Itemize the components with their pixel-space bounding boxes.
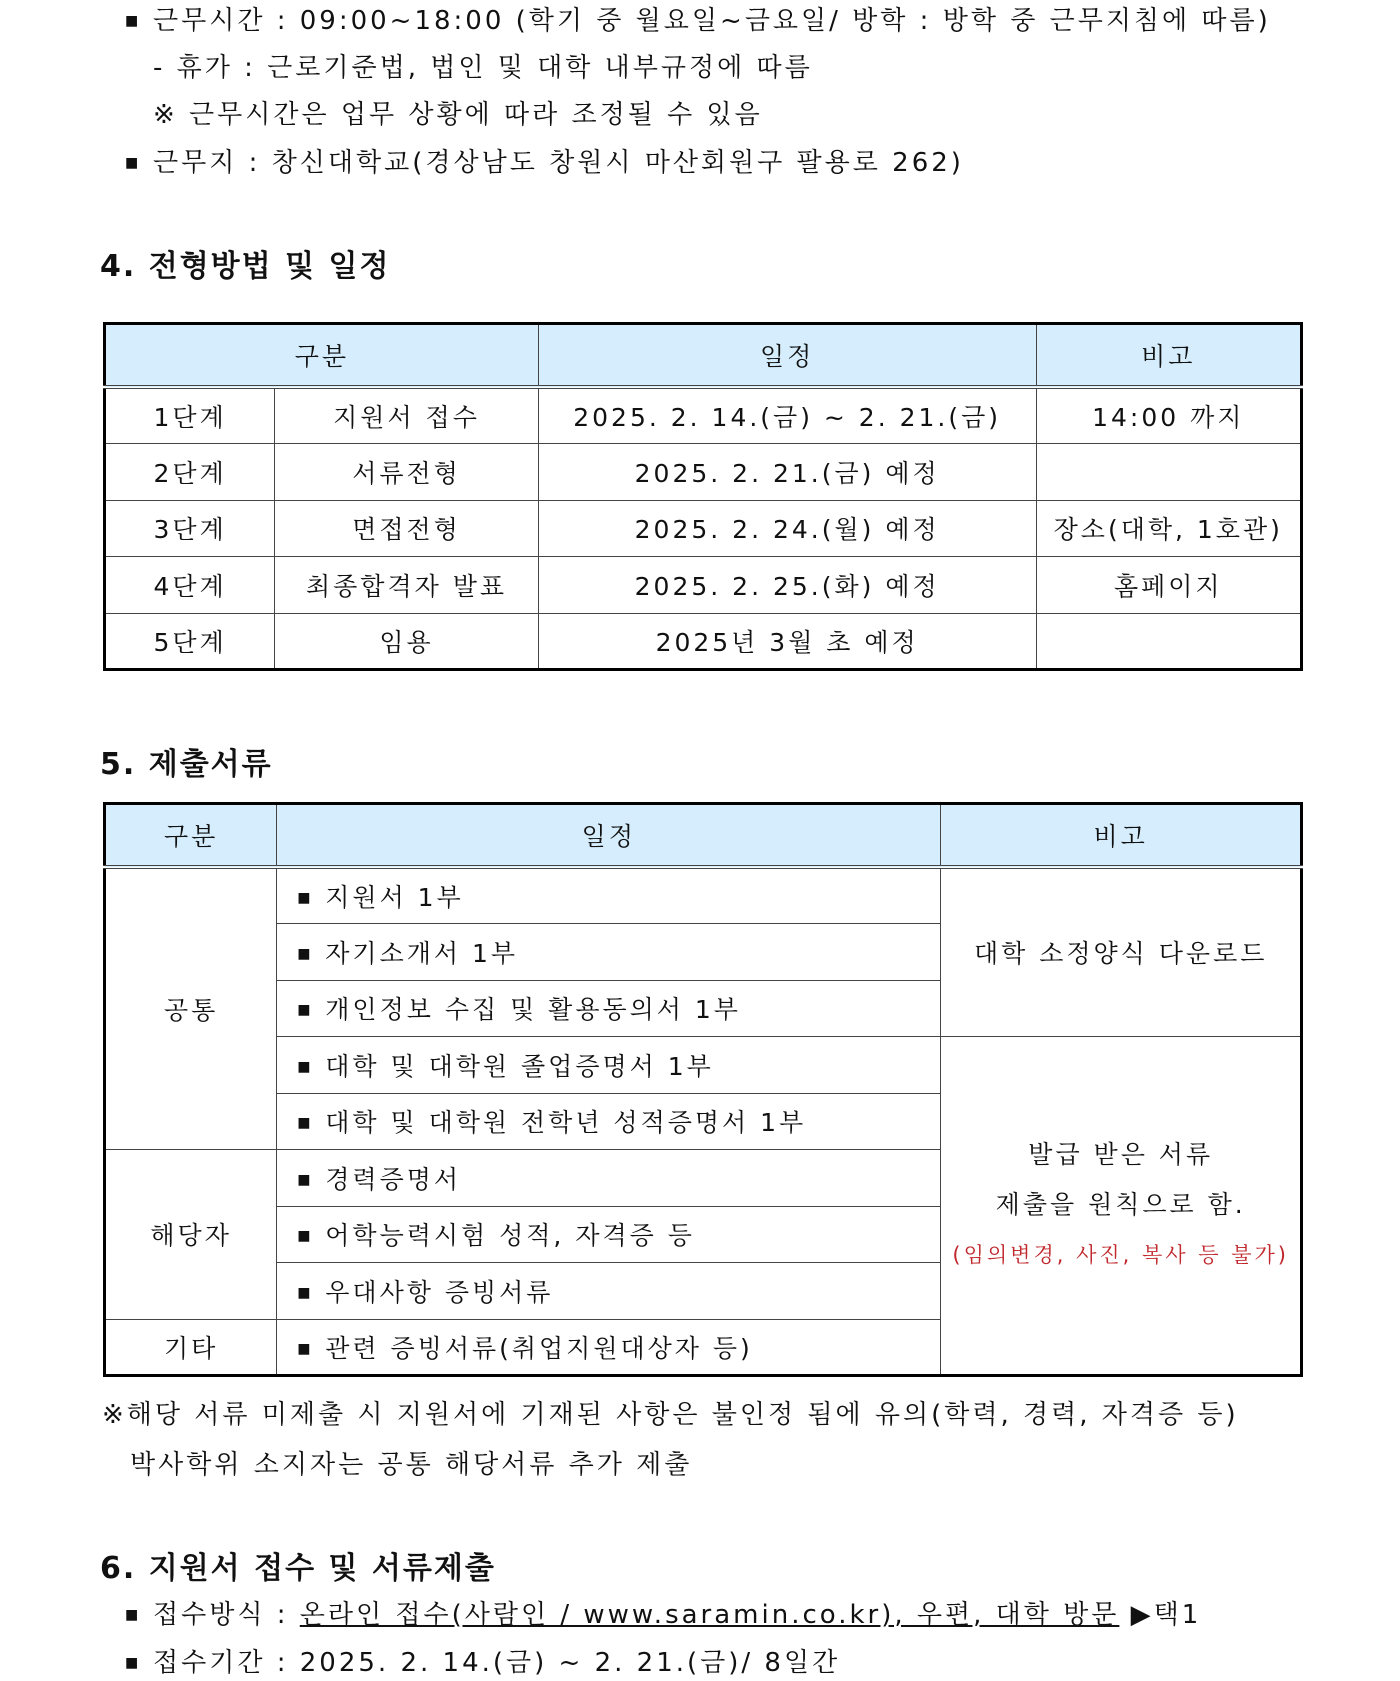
submission-method-suffix: ▶택1 xyxy=(1119,1600,1202,1630)
document-item xyxy=(277,1036,941,1093)
document-item-label: 관련 증빙서류(취업지원대상자 등) xyxy=(325,1333,753,1363)
vacation-line: - 휴가 : 근로기준법, 법인 및 대학 내부규정에 따름 xyxy=(153,53,813,83)
stage-cell: 5단계 xyxy=(105,613,275,669)
group-common-cell: 공통 xyxy=(105,867,277,1149)
note-cell: 14:00 까지 xyxy=(1036,387,1301,443)
document-item xyxy=(277,1319,941,1375)
document-item-label: 우대사항 증빙서류 xyxy=(325,1277,554,1307)
bullet-icon: ■ xyxy=(297,1115,314,1131)
documents-header-note: 비고 xyxy=(941,804,1302,868)
stage-cell: 1단계 xyxy=(105,387,275,443)
submission-period-line xyxy=(125,1646,840,1680)
issued-note-cell xyxy=(941,1036,1302,1375)
documents-header-schedule: 일정 xyxy=(277,804,941,868)
section4-title: 4. 전형방법 및 일정 xyxy=(100,249,391,284)
documents-footnote-1: ※해당 서류 미제출 시 지원서에 기재된 사항은 불인정 됨에 유의(학력, 경력, 자격증 등) xyxy=(102,1400,1239,1430)
table-row xyxy=(105,613,1302,669)
submission-method-line xyxy=(125,1598,1201,1632)
submission-period-text: 접수기간 : 2025. 2. 14.(금) ~ 2. 21.(금)/ 8일간 xyxy=(153,1648,841,1678)
document-item-label: 어학능력시험 성적, 자격증 등 xyxy=(325,1221,695,1250)
document-item-label: 경력증명서 xyxy=(325,1164,462,1194)
location-text: 근무지 : 창신대학교(경상남도 창원시 마산회원구 팔용로 262) xyxy=(153,148,964,178)
work-hours-text: 근무시간 : 09:00~18:00 (학기 중 월요일~금요일/ 방학 : 방학 중 근무지침에 따름) xyxy=(153,6,1271,36)
document-item-label: 개인정보 수집 및 활용동의서 1부 xyxy=(325,995,741,1024)
document-item-label: 대학 및 대학원 졸업증명서 1부 xyxy=(325,1051,714,1081)
work-hours-line xyxy=(125,4,1271,38)
bullet-icon: ■ xyxy=(297,945,314,962)
table-row xyxy=(105,1036,1302,1093)
stage-cell: 2단계 xyxy=(105,443,275,500)
issued-note-warning: (임의변경, 사진, 복사 등 불가) xyxy=(952,1243,1289,1267)
documents-footnote-2: 박사학위 소지자는 공통 해당서류 추가 제출 xyxy=(130,1450,693,1480)
document-item xyxy=(277,1262,941,1319)
issued-note-line1: 발급 받은 서류 xyxy=(1028,1140,1214,1169)
bullet-icon: ■ xyxy=(297,1002,314,1018)
schedule-cell: 2025년 3월 초 예정 xyxy=(538,613,1036,669)
document-item-label: 지원서 1부 xyxy=(325,882,464,912)
note-cell: 홈페이지 xyxy=(1036,556,1301,613)
stage-name-cell: 서류전형 xyxy=(275,443,538,500)
bullet-icon: ■ xyxy=(125,155,142,171)
document-item xyxy=(277,1093,941,1149)
document-item-label: 자기소개서 1부 xyxy=(325,938,519,968)
group-applicable-cell: 해당자 xyxy=(105,1149,277,1319)
table-row xyxy=(105,387,1302,443)
submission-method-label: 접수방식 : xyxy=(153,1600,300,1630)
note-cell xyxy=(1036,443,1301,500)
note-cell: 장소(대학, 1호관) xyxy=(1036,500,1301,556)
download-note-cell: 대학 소정양식 다운로드 xyxy=(941,867,1302,1036)
document-item xyxy=(277,867,941,923)
stage-name-cell: 지원서 접수 xyxy=(275,387,538,443)
document-item xyxy=(277,1149,941,1206)
bullet-icon: ■ xyxy=(297,1284,314,1301)
hours-note-line: ※ 근무시간은 업무 상황에 따라 조정될 수 있음 xyxy=(153,100,763,130)
bullet-icon: ■ xyxy=(297,1171,314,1188)
stage-cell: 4단계 xyxy=(105,556,275,613)
bullet-icon: ■ xyxy=(125,1655,142,1671)
table-row xyxy=(105,443,1302,500)
section6-title: 6. 지원서 접수 및 서류제출 xyxy=(100,1551,496,1586)
location-line xyxy=(125,146,964,180)
note-cell xyxy=(1036,613,1301,669)
issued-note-line2: 제출을 원칙으로 함. xyxy=(995,1190,1246,1219)
schedule-header-note: 비고 xyxy=(1036,324,1301,388)
submission-method-link[interactable]: 온라인 접수(사람인 / www.saramin.co.kr), 우편, 대학 방문 xyxy=(299,1600,1120,1630)
bullet-icon: ■ xyxy=(297,1340,314,1357)
schedule-header-category: 구분 xyxy=(105,324,539,388)
stage-name-cell: 면접전형 xyxy=(275,500,538,556)
stage-name-cell: 최종합격자 발표 xyxy=(275,556,538,613)
table-row xyxy=(105,867,1302,923)
stage-name-cell: 임용 xyxy=(275,613,538,669)
bullet-icon: ■ xyxy=(297,1228,314,1244)
stage-cell: 3단계 xyxy=(105,500,275,556)
schedule-cell: 2025. 2. 25.(화) 예정 xyxy=(538,556,1036,613)
bullet-icon: ■ xyxy=(297,1058,314,1075)
table-row xyxy=(105,500,1302,556)
group-other-cell: 기타 xyxy=(105,1319,277,1375)
table-row xyxy=(105,556,1302,613)
schedule-cell: 2025. 2. 21.(금) 예정 xyxy=(538,443,1036,500)
documents-table xyxy=(103,802,1303,1377)
schedule-table xyxy=(103,322,1303,671)
schedule-header-schedule: 일정 xyxy=(538,324,1036,388)
bullet-icon: ■ xyxy=(125,1607,142,1623)
bullet-icon: ■ xyxy=(125,13,142,29)
document-item xyxy=(277,1206,941,1262)
schedule-cell: 2025. 2. 24.(월) 예정 xyxy=(538,500,1036,556)
section5-title: 5. 제출서류 xyxy=(100,747,273,782)
bullet-icon: ■ xyxy=(297,889,314,906)
schedule-cell: 2025. 2. 14.(금) ~ 2. 21.(금) xyxy=(538,387,1036,443)
document-item-label: 대학 및 대학원 전학년 성적증명서 1부 xyxy=(325,1108,807,1137)
document-item xyxy=(277,980,941,1036)
document-item xyxy=(277,923,941,980)
documents-header-category: 구분 xyxy=(105,804,277,868)
